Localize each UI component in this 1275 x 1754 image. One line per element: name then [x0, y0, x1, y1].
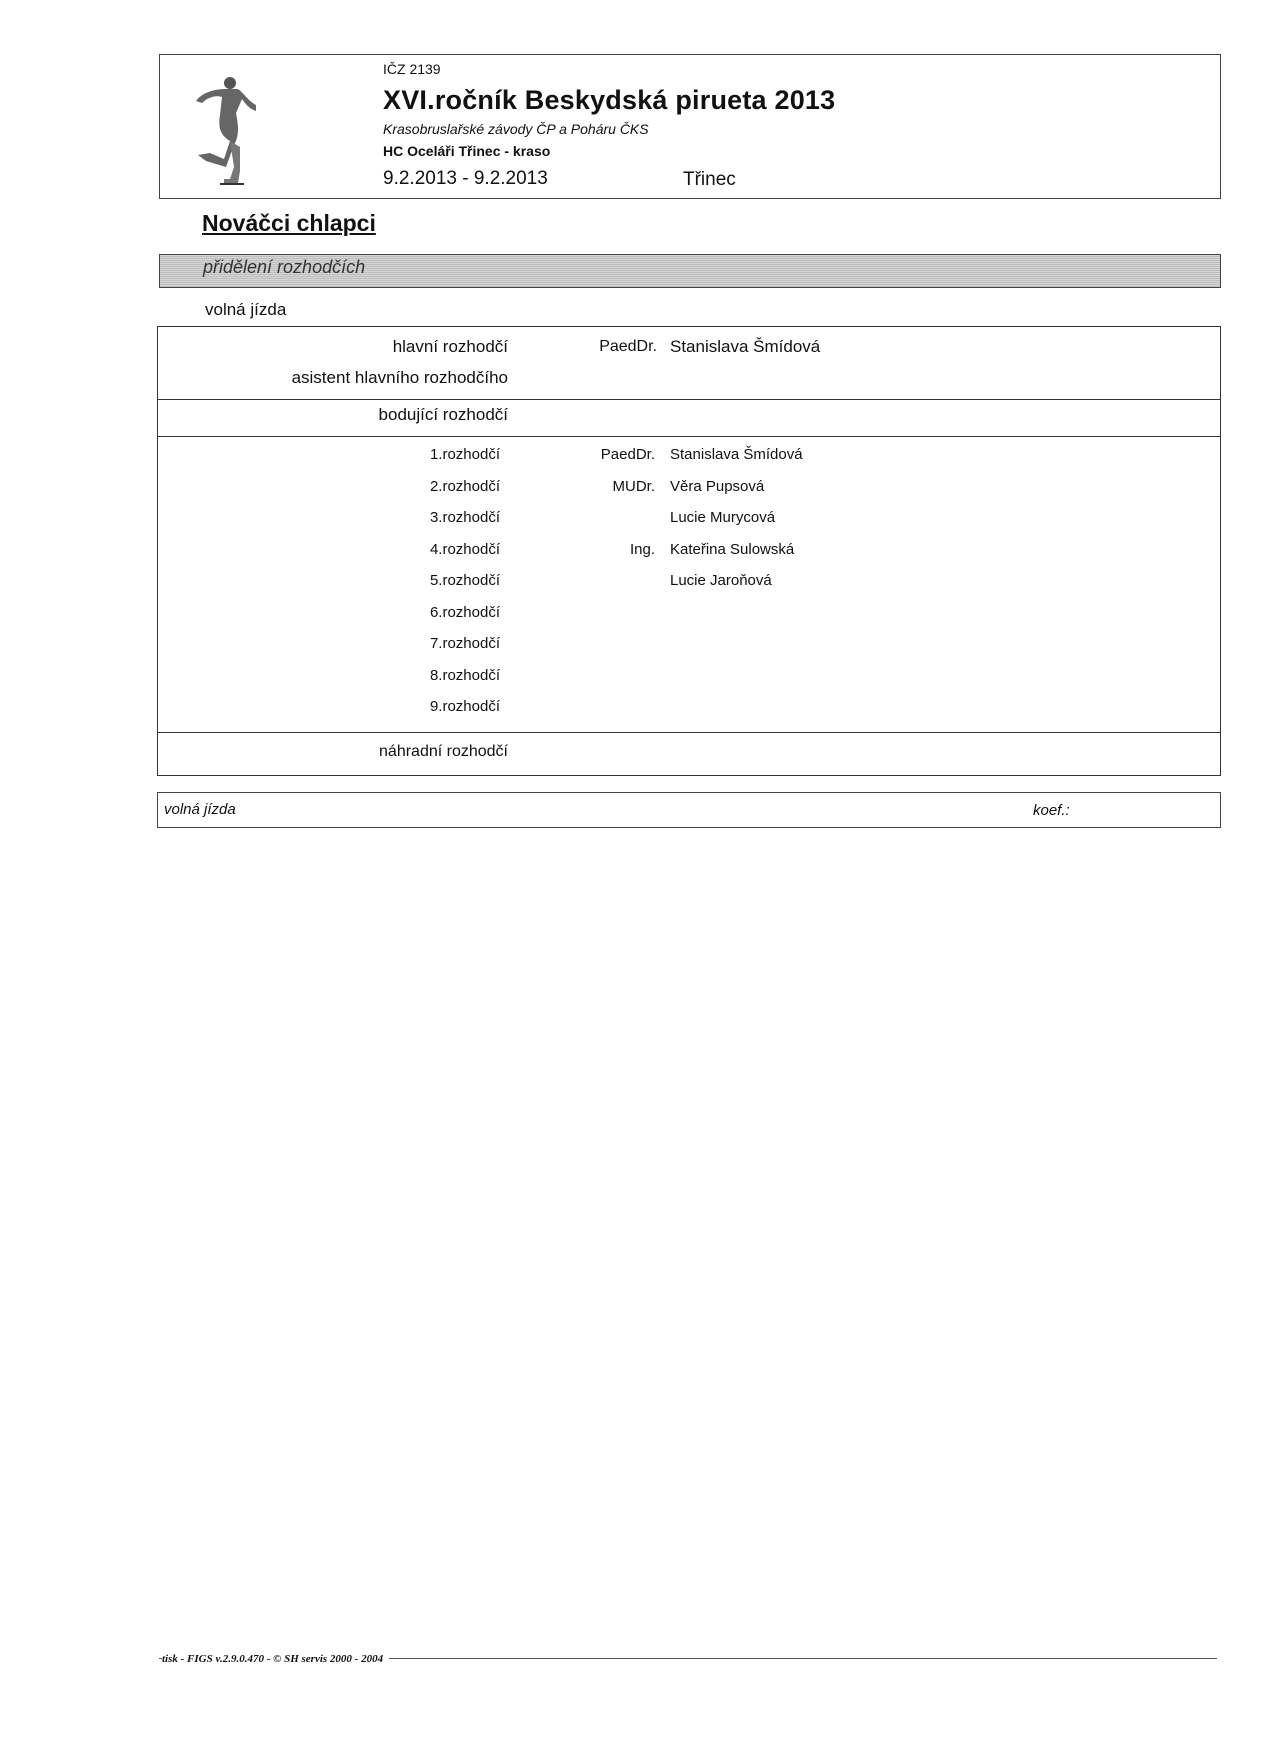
judge-title: Ing. [629, 541, 655, 558]
category-title: Nováčci chlapci [202, 210, 376, 236]
referee-name: Stanislava Šmídová [670, 337, 821, 356]
judge-label: 1.rozhodčí [429, 446, 500, 463]
segment-coef-box [157, 792, 1221, 828]
organizer: HC Oceláři Třinec - kraso [383, 143, 551, 159]
print-footer: tisk - FIGS v.2.9.0.470 - © SH servis 2000 - 2004 [162, 1653, 389, 1665]
judge-label: 6.rozhodčí [429, 604, 500, 621]
judge-name: Věra Pupsová [670, 478, 765, 495]
coef-label: koef.: [1033, 802, 1070, 819]
judge-name: Lucie Murycová [670, 509, 776, 526]
panel-divider [157, 399, 1221, 400]
judge-name: Lucie Jaroňová [670, 572, 772, 589]
header-box [159, 54, 1221, 199]
referee-title: PaedDr. [599, 338, 657, 355]
competition-subtitle: Krasobruslařské závody ČP a Poháru ČKS [383, 121, 649, 137]
referee-label: hlavní rozhodčí [392, 337, 508, 356]
figure-skater-icon [190, 75, 260, 187]
judge-label: 2.rozhodčí [429, 478, 500, 495]
judge-title: MUDr. [612, 478, 655, 495]
competition-title: XVI.ročník Beskydská pirueta 2013 [383, 85, 836, 115]
judge-name: Kateřina Sulowská [670, 541, 795, 558]
panel-divider [157, 732, 1221, 733]
competition-dates: 9.2.2013 - 9.2.2013 [383, 168, 548, 189]
judge-title: PaedDr. [600, 446, 655, 463]
panel-divider [157, 436, 1221, 437]
substitute-judge-label: náhradní rozhodčí [379, 743, 508, 760]
judge-label: 3.rozhodčí [429, 509, 500, 526]
segment-label: volná jízda [205, 300, 287, 319]
judge-name: Stanislava Šmídová [670, 446, 803, 463]
judge-label: 8.rozhodčí [429, 667, 500, 684]
scoring-judges-label: bodující rozhodčí [378, 405, 508, 424]
segment-coef-label: volná jízda [164, 801, 236, 818]
assistant-referee-label: asistent hlavního rozhodčího [291, 368, 508, 387]
judge-label: 7.rozhodčí [429, 635, 500, 652]
section-band [159, 254, 1221, 288]
competition-place: Třinec [683, 169, 736, 190]
section-band-label: přidělení rozhodčích [203, 257, 366, 277]
icz-code: IČZ 2139 [383, 61, 441, 77]
judge-label: 4.rozhodčí [429, 541, 500, 558]
judge-label: 9.rozhodčí [429, 698, 500, 715]
judge-label: 5.rozhodčí [429, 572, 500, 589]
